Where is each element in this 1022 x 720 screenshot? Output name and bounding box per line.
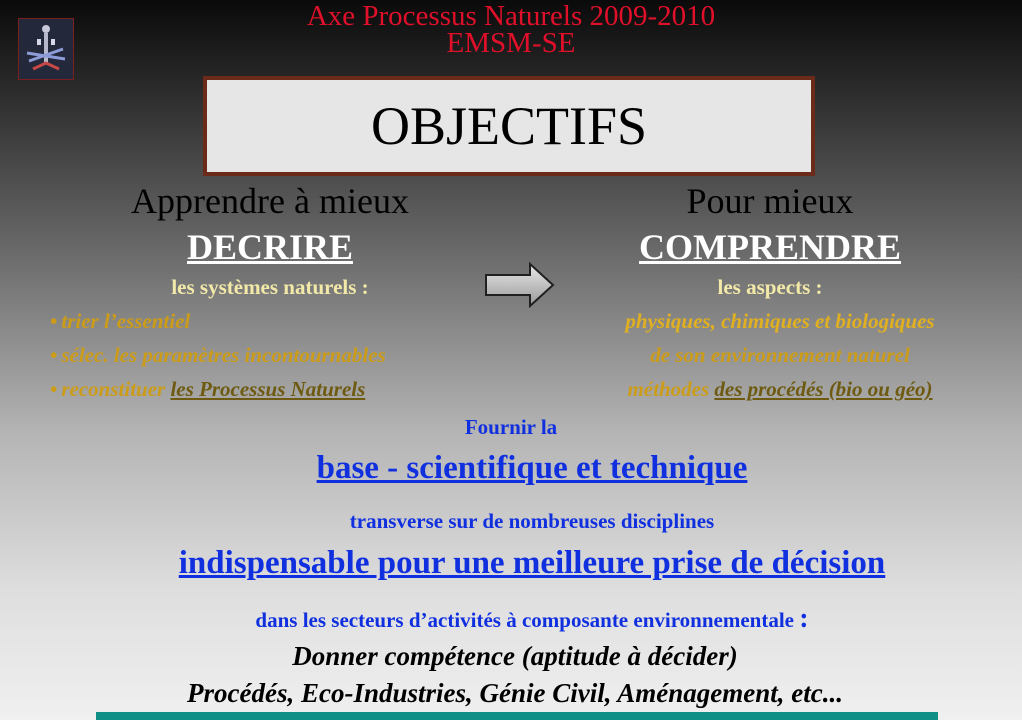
bullet-icon: •	[50, 343, 58, 367]
competence-text: Donner compétence (aptitude à décider)	[292, 641, 738, 671]
sectors-label: dans les secteurs d’activités à composante environnementale	[255, 608, 794, 632]
slide-title: Axe Processus Naturels 2009-2010	[306, 0, 716, 32]
objectives-box	[203, 76, 815, 176]
left-bullet-2	[50, 343, 386, 368]
left-bullet-3-prefix: reconstituer	[61, 377, 171, 401]
right-intro: Pour mieux	[686, 181, 854, 221]
right-line-2: de son environnement naturel	[650, 343, 910, 367]
sectors-text	[0, 603, 1022, 635]
base-heading[interactable]: base - scientifique et technique	[316, 450, 748, 486]
slide-subtitle: EMSM-SE	[446, 27, 576, 59]
sectors-colon: :	[799, 603, 809, 634]
procedes-link[interactable]: des procédés (bio ou géo)	[714, 377, 933, 401]
left-bullet-1	[50, 309, 190, 334]
bottom-accent-bar	[96, 712, 938, 720]
right-line-3-prefix: méthodes	[627, 377, 715, 401]
left-bullet-3	[50, 377, 365, 402]
bullet-icon: •	[50, 309, 58, 333]
right-line-3	[540, 377, 1020, 402]
fields-text: Procédés, Eco-Industries, Génie Civil, Aménagement, etc...	[187, 678, 843, 708]
right-subject: les aspects :	[717, 275, 823, 299]
provide-text: Fournir la	[464, 415, 558, 439]
indispensable-heading[interactable]: indispensable pour une meilleure prise de décision	[178, 545, 886, 581]
left-bullet-1-text: trier l’essentiel	[61, 309, 191, 333]
left-subject: les systèmes naturels :	[171, 275, 369, 299]
objectives-label: OBJECTIFS	[370, 96, 648, 156]
right-keyword: COMPRENDRE	[639, 227, 901, 267]
right-arrow-icon	[484, 262, 556, 308]
right-line-1: physiques, chimiques et biologiques	[625, 309, 935, 333]
left-bullet-2-text: sélec. les paramètres incontournables	[61, 343, 386, 367]
bullet-icon: •	[50, 377, 58, 401]
processus-link[interactable]: les Processus Naturels	[170, 377, 366, 401]
left-keyword: DECRIRE	[186, 227, 354, 267]
left-intro: Apprendre à mieux	[131, 181, 409, 221]
transverse-text: transverse sur de nombreuses disciplines	[349, 509, 715, 533]
